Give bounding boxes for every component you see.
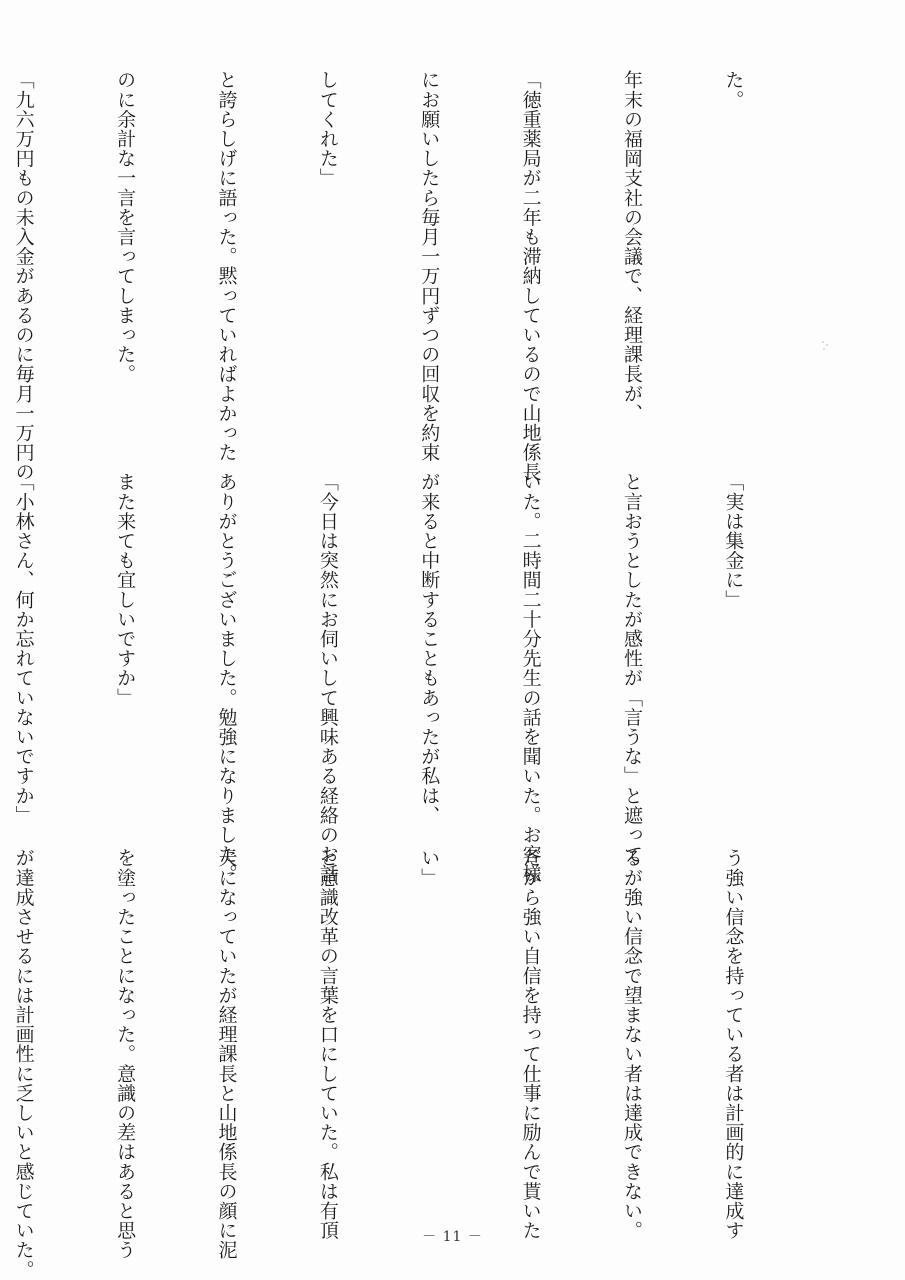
- text-line: が達成させるには計画性に乏しいと感じていた。: [12, 848, 35, 1280]
- text-line: 「小林さん、何か忘れていないですか」: [12, 472, 35, 825]
- text-line: してくれた」: [316, 70, 339, 188]
- text-line: い」: [418, 848, 441, 888]
- text-line: た。: [722, 70, 745, 110]
- text-line: だから強い自信を持って仕事に励んで貰いた: [519, 848, 542, 1240]
- text-line: 年末の福岡支社の会議で、経理課長が、: [621, 70, 644, 423]
- text-line: を塗ったことになった。意識の差はあると思う: [114, 848, 137, 1260]
- text-line: 「実は集金に」: [722, 472, 745, 610]
- text-line: と意識改革の言葉を口にしていた。私は有頂: [316, 848, 339, 1240]
- middle-text-block: [12, 472, 817, 884]
- text-line: 「徳重薬局が二年も滞納しているので山地係長: [519, 70, 542, 482]
- upper-text-block: [12, 70, 817, 482]
- text-line: 「九六万円もの未入金があるのに毎月一万円の: [12, 70, 35, 482]
- page-number: － 11 －: [422, 1229, 483, 1245]
- text-line: いた。二時間二十分先生の話を聞いた。お客様: [519, 472, 542, 884]
- text-line: と誇らしげに語った。黙っていればよかった: [215, 70, 238, 462]
- text-line: るが強い信念で望まない者は達成できない。: [621, 848, 644, 1240]
- text-line: う強い信念を持っている者は計画的に達成す: [722, 848, 745, 1240]
- text-line: 天になっていたが経理課長と山地係長の顔に泥: [215, 848, 238, 1260]
- text-line: にお願いしたら毎月一万円ずつの回収を約束: [418, 70, 441, 462]
- text-line: また来ても宜しいですか」: [114, 472, 137, 708]
- text-line: が来ると中断することもあったが私は、: [418, 472, 441, 825]
- scan-speck: [820, 340, 830, 352]
- text-line: 「今日は突然にお伺いして興味ある経絡のお話: [316, 472, 339, 884]
- text-line: と言おうとしたが感性が「言うな」と遮って: [621, 472, 644, 864]
- text-line: ありがとうございました。勉強になりました。: [215, 472, 238, 884]
- text-line: のに余計な一言を言ってしまった。: [114, 70, 137, 384]
